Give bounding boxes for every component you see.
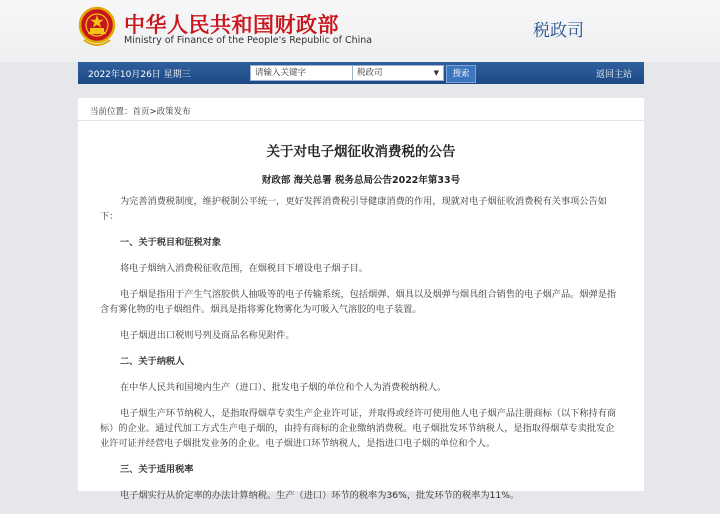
ministry-name-cn: 中华人民共和国财政部 bbox=[124, 13, 339, 37]
intro-paragraph: 为完善消费税制度，维护税制公平统一，更好发挥消费税引导健康消费的作用，现就对电子烟征收消费税有关事项公告如下： bbox=[100, 196, 607, 222]
search-input[interactable]: 请输入关键字 bbox=[250, 65, 356, 81]
breadcrumb-separator: > bbox=[149, 107, 157, 117]
article-body bbox=[100, 194, 622, 514]
search-button[interactable]: 搜索 bbox=[446, 65, 476, 83]
breadcrumb-prefix: 当前位置： bbox=[90, 107, 133, 117]
nav-bar bbox=[78, 62, 644, 84]
current-date: 2022年10月26日 星期三 bbox=[88, 70, 191, 80]
chevron-down-icon: ▼ bbox=[433, 69, 439, 77]
article-paragraph: 电子烟是指用于产生气溶胶供人抽吸等的电子传输系统，包括烟弹、烟具以及烟弹与烟具组合销售的电子烟产品。烟弹是指含有雾化物的电子烟组件。烟具是指将雾化物雾化为可吸入气溶胶的电子装置。 bbox=[100, 289, 617, 315]
department-name[interactable]: 税政司 bbox=[533, 21, 584, 41]
article-subtitle: 财政部 海关总署 税务总局公告2022年第33号 bbox=[261, 175, 461, 186]
article-paragraph: 电子烟生产环节纳税人，是指取得烟草专卖生产企业许可证，并取得或经许可使用他人电子烟产品注册商标（以下称持有商标）的企业。通过代加工方式生产电子烟的，由持有商标的企业缴纳消费税。电子烟批发环节纳税人，是指取得烟草专卖批发企业许可证并经营电子烟批发业务的企业。电子烟进口环节纳税人，是指进口电子烟的单位和个人。 bbox=[100, 408, 617, 449]
divider bbox=[78, 120, 644, 121]
article-paragraph: 在中华人民共和国境内生产（进口）、批发电子烟的单位和个人为消费税纳税人。 bbox=[120, 382, 447, 393]
national-emblem-icon bbox=[78, 6, 116, 48]
article-paragraph: 电子烟进出口税则号列及商品名称见附件。 bbox=[120, 330, 295, 341]
home-link[interactable]: 返回主站 bbox=[595, 70, 632, 80]
content-page bbox=[78, 98, 644, 501]
breadcrumb bbox=[90, 105, 191, 117]
site-header bbox=[0, 0, 720, 62]
breadcrumb-home[interactable]: 首页 bbox=[132, 107, 150, 117]
article-paragraph: 将电子烟纳入消费税征收范围，在烟税目下增设电子烟子目。 bbox=[120, 263, 369, 274]
article-paragraph: 电子烟实行从价定率的办法计算纳税。生产（进口）环节的税率为36%，批发环节的税率为11%。 bbox=[120, 490, 520, 501]
section-heading: 二、关于纳税人 bbox=[120, 356, 185, 367]
article-title: 关于对电子烟征收消费税的公告 bbox=[266, 144, 456, 160]
ministry-name-en: Ministry of Finance of the People's Republic of China bbox=[124, 35, 373, 46]
section-heading: 一、关于税目和征税对象 bbox=[120, 237, 222, 248]
section-heading: 三、关于适用税率 bbox=[120, 464, 194, 475]
breadcrumb-section[interactable]: 政策发布 bbox=[156, 107, 191, 117]
search-scope-value: 税政司 bbox=[357, 68, 383, 78]
search-scope-select[interactable] bbox=[352, 65, 444, 81]
